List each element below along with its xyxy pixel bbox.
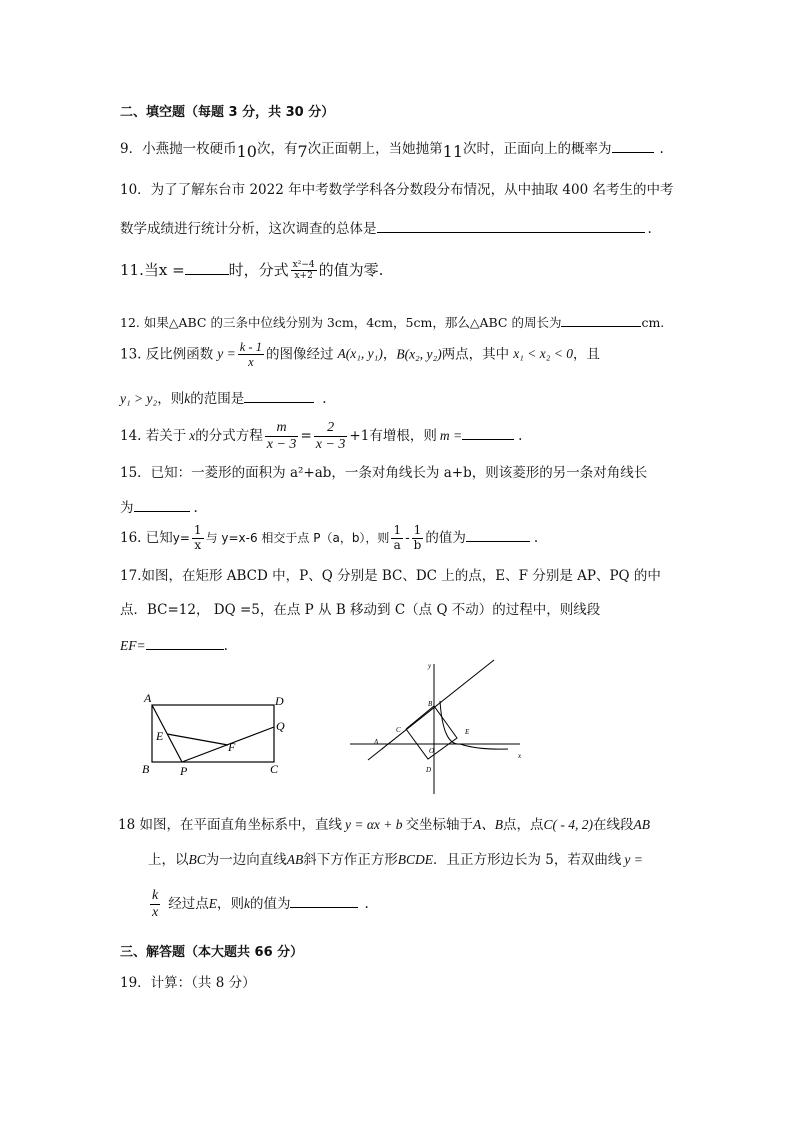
question-14: 14. 若关于 x的分式方程 $\frac{m}{x - 3}$ = $\frac{2}{x - 3}$ +1有增根，则 m = . <box>120 420 523 453</box>
answer-blank-13 <box>244 390 314 403</box>
answer-blank-15 <box>134 499 190 512</box>
question-16: 16. 已知y= $\frac{1}{x}$ 与 y=x-6 相交于点 P（a，b），则 $\frac{1}{a}$ - $\frac{1}{b}$ 的值为 . <box>120 523 539 552</box>
answer-blank-9 <box>612 140 654 153</box>
answer-blank-16 <box>466 529 530 542</box>
figure-coordinate-system <box>348 656 528 796</box>
label-A: A <box>374 738 379 746</box>
question-18-line1: 18 如图，在平面直角坐标系中，直线 y = αx + b 交坐标轴于A、B点，点C( - 4, 2)在线段AB <box>118 817 651 833</box>
question-17-line3: EF= . <box>120 638 228 654</box>
label-Q: Q <box>276 719 285 733</box>
answer-blank-17 <box>146 637 224 650</box>
question-13-line1: 13. 反比例函数 y = $\frac{k - 1}{x}$ 的图像经过 A(x₁, y₁)，B(x₂, y₂)两点，其中 x₁ < x₂ < 0，且 <box>120 340 601 370</box>
label-E: E <box>465 728 470 736</box>
label-C: C <box>270 762 279 776</box>
label-F: F <box>228 740 236 754</box>
axis-label-y: y <box>428 662 432 670</box>
axis-label-x: x <box>518 752 522 760</box>
label-D: D <box>275 694 284 708</box>
label-E: E <box>156 729 164 743</box>
question-9: 9．小燕抛一枚硬币10次，有7次正面朝上，当她抛第11次时，正面向上的概率为 . <box>120 141 664 161</box>
question-18-line2: 上，以BC为一边向直线AB斜下方作正方形BCDE．且正方形边长为 5，若双曲线 y = <box>148 852 643 868</box>
question-18-line3: $\frac{k}{x}$ 经过点E，则k的值为 . <box>152 888 369 921</box>
answer-blank-11 <box>185 262 229 275</box>
question-15-line1: 15．已知：一菱形的面积为 a²+ab，一条对角线长为 a+b，则该菱形的另一条对角线长 <box>120 465 648 481</box>
question-17-line2: 点．BC=12， DQ =5，在点 P 从 B 移动到 C（点 Q 不动）的过程中，则线段 <box>120 602 601 618</box>
question-12: 12. 如果△ABC 的三条中位线分别为 3cm，4cm，5cm，那么△ABC 的周长为 cm. <box>120 315 665 330</box>
label-D: D <box>426 766 432 774</box>
section-title-2: 二、填空题（每题 3 分，共 30 分） <box>120 105 335 120</box>
label-B: B <box>428 700 433 708</box>
question-10-line2: 数学成绩进行统计分析，这次调查的总体是 . <box>120 221 652 237</box>
section-title-3: 三、解答题（本大题共 66 分） <box>120 945 304 960</box>
label-P: P <box>180 764 188 778</box>
question-15-line2: 为 . <box>120 500 198 516</box>
figure-rectangle-abcd <box>138 688 298 778</box>
answer-blank-18 <box>290 895 358 908</box>
question-10-line1: 10．为了了解东台市 2022 年中考数学学科各分数段分布情况，从中抽取 400 名考生的中考 <box>120 182 674 198</box>
label-B: B <box>142 762 150 776</box>
question-13-line2: y₁ > y₂，则k的范围是 . <box>120 391 327 407</box>
answer-blank-10 <box>377 220 645 233</box>
question-11: 11.当x = 时，分式 $\frac{\text{x²−4}}{x+2}$ 的值为零. <box>120 260 384 282</box>
label-A: A <box>144 691 152 705</box>
label-C: C <box>396 726 401 734</box>
answer-blank-12 <box>561 314 641 327</box>
question-17-line1: 17.如图，在矩形 ABCD 中，P、Q 分别是 BC、DC 上的点，E、F 分别是 AP、PQ 的中 <box>120 568 661 584</box>
question-19: 19．计算：（共 8 分） <box>120 975 256 991</box>
label-O: O <box>429 747 435 755</box>
answer-blank-14 <box>462 427 514 440</box>
